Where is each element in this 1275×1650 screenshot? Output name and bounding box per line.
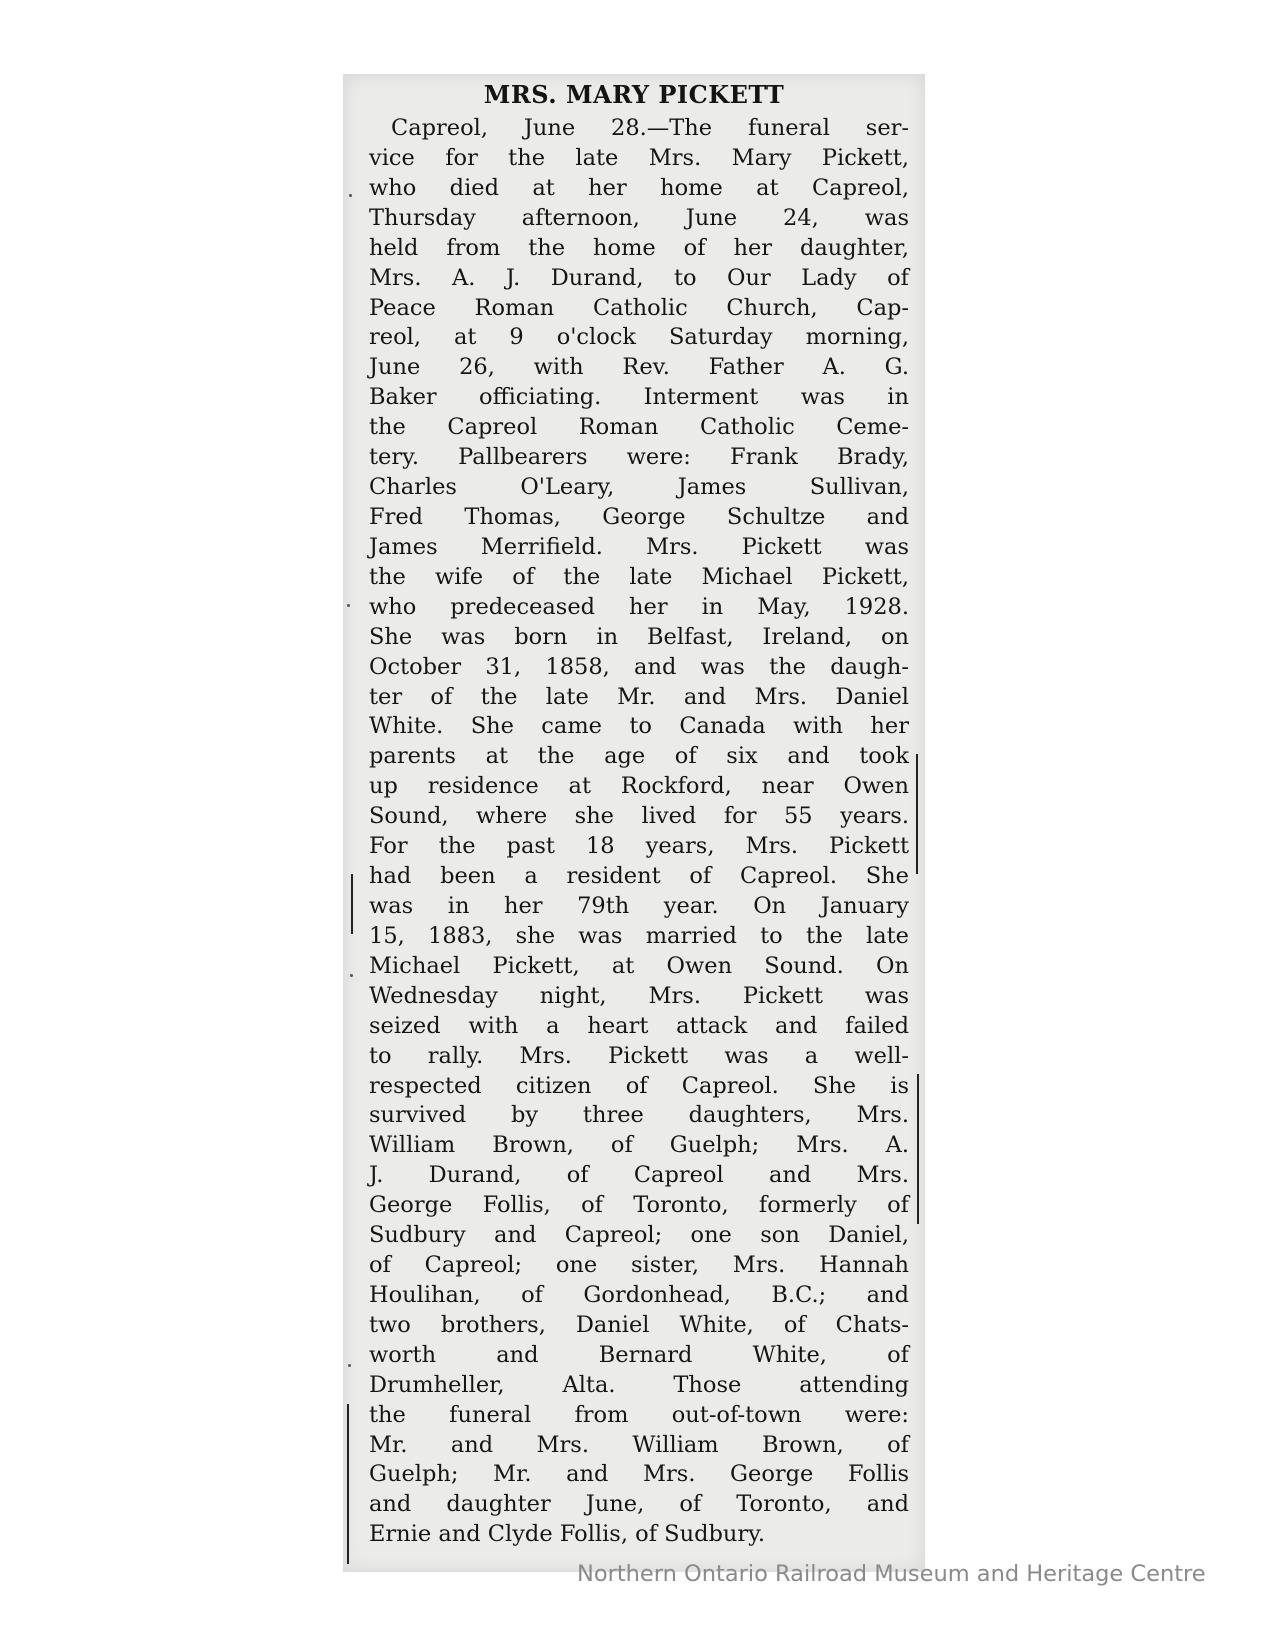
scan-speck xyxy=(349,194,352,197)
text-line: October 31, 1858, and was the daugh- xyxy=(369,653,909,680)
text-line: Mr. and Mrs. William Brown, of xyxy=(369,1431,909,1458)
text-line: reol, at 9 o'clock Saturday morning, xyxy=(369,324,909,351)
text-line: Ernie and Clyde Follis, of Sudbury. xyxy=(369,1521,766,1548)
text-line: Capreol, June 28.—The funeral ser- xyxy=(391,115,909,141)
newspaper-clipping xyxy=(343,74,925,1572)
scan-edge-line xyxy=(351,874,353,934)
text-line: the Capreol Roman Catholic Ceme- xyxy=(369,414,909,441)
text-line: seized with a heart attack and failed xyxy=(369,1012,909,1039)
text-line: up residence at Rockford, near Owen xyxy=(369,773,909,800)
text-line: Sudbury and Capreol; one son Daniel, xyxy=(369,1222,909,1249)
text-line: J. Durand, of Capreol and Mrs. xyxy=(369,1162,909,1189)
text-line: who died at her home at Capreol, xyxy=(369,174,909,201)
text-line: White. She came to Canada with her xyxy=(369,713,909,740)
text-line: vice for the late Mrs. Mary Pickett, xyxy=(369,144,909,171)
text-line: parents at the age of six and took xyxy=(369,743,909,770)
obituary-headline: MRS. MARY PICKETT xyxy=(483,80,785,109)
scan-edge-line xyxy=(917,1074,919,1224)
text-line: Fred Thomas, George Schultze and xyxy=(369,503,909,530)
text-line: Sound, where she lived for 55 years. xyxy=(369,803,909,830)
text-line: the funeral from out-of-town were: xyxy=(369,1401,909,1428)
text-line: had been a resident of Capreol. She xyxy=(369,863,909,890)
text-line: Mrs. A. J. Durand, to Our Lady of xyxy=(369,264,909,291)
text-line: was in her 79th year. On January xyxy=(369,892,909,919)
text-line: Houlihan, of Gordonhead, B.C.; and xyxy=(369,1281,909,1308)
scan-edge-line xyxy=(347,1404,349,1564)
text-line: Baker officiating. Interment was in xyxy=(369,384,909,411)
text-line: worth and Bernard White, of xyxy=(369,1341,909,1368)
scan-speck xyxy=(347,604,350,607)
text-line: who predeceased her in May, 1928. xyxy=(369,593,909,620)
text-line: respected citizen of Capreol. She is xyxy=(369,1072,909,1099)
text-line: Charles O'Leary, James Sullivan, xyxy=(369,474,909,501)
text-line: Peace Roman Catholic Church, Cap- xyxy=(369,294,909,321)
text-line: Drumheller, Alta. Those attending xyxy=(369,1371,909,1398)
text-line: of Capreol; one sister, Mrs. Hannah xyxy=(369,1252,909,1279)
text-line: two brothers, Daniel White, of Chats- xyxy=(369,1311,909,1338)
text-line: Michael Pickett, at Owen Sound. On xyxy=(369,952,909,979)
text-line: James Merrifield. Mrs. Pickett was xyxy=(369,533,909,560)
text-line: and daughter June, of Toronto, and xyxy=(369,1491,909,1518)
text-line: Wednesday night, Mrs. Pickett was xyxy=(369,982,909,1009)
text-line: Thursday afternoon, June 24, was xyxy=(369,204,909,231)
text-line: 15, 1883, she was married to the late xyxy=(369,922,909,949)
text-line: George Follis, of Toronto, formerly of xyxy=(369,1192,909,1219)
obituary-body xyxy=(369,114,909,1550)
text-line: the wife of the late Michael Pickett, xyxy=(369,563,909,590)
scan-edge-line xyxy=(916,754,918,874)
museum-credit: Northern Ontario Railroad Museum and Heritage Centre xyxy=(577,1561,1206,1587)
text-line: held from the home of her daughter, xyxy=(369,234,909,261)
text-line: For the past 18 years, Mrs. Pickett xyxy=(369,833,909,860)
text-line: tery. Pallbearers were: Frank Brady, xyxy=(369,444,909,471)
scan-speck xyxy=(348,1364,351,1367)
text-line: June 26, with Rev. Father A. G. xyxy=(369,354,909,381)
text-line: survived by three daughters, Mrs. xyxy=(369,1102,909,1129)
scan-speck xyxy=(350,974,353,977)
text-line: to rally. Mrs. Pickett was a well- xyxy=(369,1042,909,1069)
text-line: She was born in Belfast, Ireland, on xyxy=(369,623,909,650)
text-line: William Brown, of Guelph; Mrs. A. xyxy=(369,1132,909,1159)
text-line: Guelph; Mr. and Mrs. George Follis xyxy=(369,1461,909,1488)
text-line: ter of the late Mr. and Mrs. Daniel xyxy=(369,683,909,710)
